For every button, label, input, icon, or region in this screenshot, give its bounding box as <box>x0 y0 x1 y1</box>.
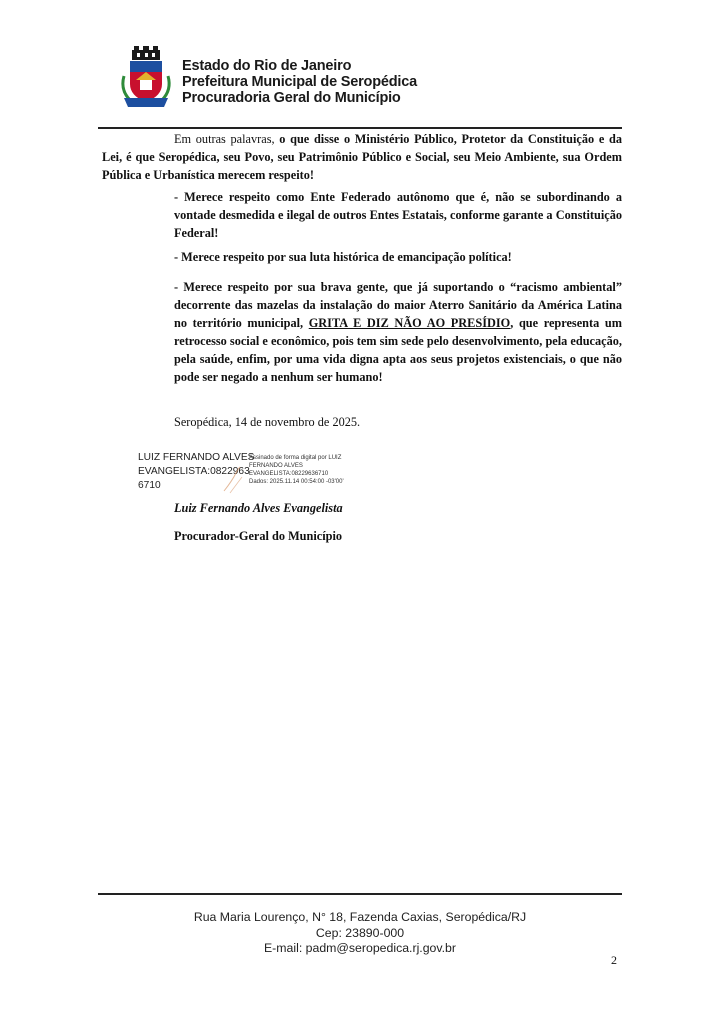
paragraph-federal-respect: - Merece respeito como Ente Federado autônomo que é, não se subordinando a vontade desmedida e ilegal de outros Entes Estatais, conforme garante a Constituição Federal! <box>174 190 622 240</box>
digital-signature <box>138 451 378 495</box>
state-name: Estado do Rio de Janeiro <box>182 58 352 74</box>
signer-role: Procurador-Geral do Município <box>174 529 343 543</box>
signer-name: Luiz Fernando Alves Evangelista <box>174 501 343 515</box>
signature-name-line: LUIZ FERNANDO ALVES <box>138 452 255 463</box>
signature-metadata <box>249 454 379 486</box>
signature-meta-line: EVANGELISTA:08229636710 <box>249 471 329 477</box>
municipal-coat-of-arms-icon <box>118 46 174 110</box>
paragraph-environmental-racism-end: , que representa um retrocesso social e econômico, pois tem sim sede pelo desenvolvimento, pela educação, pela saúde, enfim, por uma vida digna apta aos seus projetos existenciais, o que não pode ser negado a nenhum ser humano! <box>174 316 622 384</box>
paragraph-intro <box>102 130 622 184</box>
paragraph-emancipation: - Merece respeito por sua luta histórica de emancipação política! <box>174 250 512 264</box>
signature-stroke-icon <box>220 465 250 495</box>
signature-name-line: EVANGELISTA:0822963 <box>138 466 250 477</box>
page-number: 2 <box>611 953 617 967</box>
document-date: Seropédica, 14 de novembro de 2025. <box>174 415 361 429</box>
city-hall-name: Prefeitura Municipal de Seropédica <box>182 74 417 90</box>
footer-divider <box>98 893 622 895</box>
letterhead <box>118 46 458 112</box>
footer <box>98 910 622 957</box>
paragraph-environmental-racism <box>174 278 622 386</box>
footer-email: E-mail: padm@seropedica.rj.gov.br <box>263 941 456 955</box>
footer-cep: Cep: 23890-000 <box>315 925 405 940</box>
signature-name-line: 6710 <box>138 480 161 491</box>
header-divider <box>98 127 622 129</box>
signature-meta-line: Dados: 2025.11.14 00:54:00 -03'00' <box>249 479 344 485</box>
signature-meta-line: Assinado de forma digital por LUIZ <box>249 455 342 461</box>
footer-address: Rua Maria Lourenço, N° 18, Fazenda Caxias, Seropédica/RJ <box>193 910 527 924</box>
paragraph-environmental-racism-lead: - Merece respeito por sua brava gente, que já suportando o “racismo ambiental” decorrente das mazelas da instalação do maior Aterro Sanitário da América Latina no território municipal, <box>174 280 622 330</box>
office-name: Procuradoria Geral do Município <box>182 90 401 106</box>
paragraph-intro-emphasis: o que disse o Ministério Público, Protetor da Constituição e da Lei, é que Seropédica, seu Povo, seu Patrimônio Público e Social, seu Meio Ambiente, sua Ordem Pública e Urbanística merecem respeito! <box>102 132 622 182</box>
signature-meta-line: FERNANDO ALVES <box>249 463 303 469</box>
institution-name <box>182 58 417 106</box>
paragraph-intro-lead: Em outras palavras, <box>174 132 280 146</box>
no-prison-statement: GRITA E DIZ NÃO AO PRESÍDIO <box>308 316 511 330</box>
